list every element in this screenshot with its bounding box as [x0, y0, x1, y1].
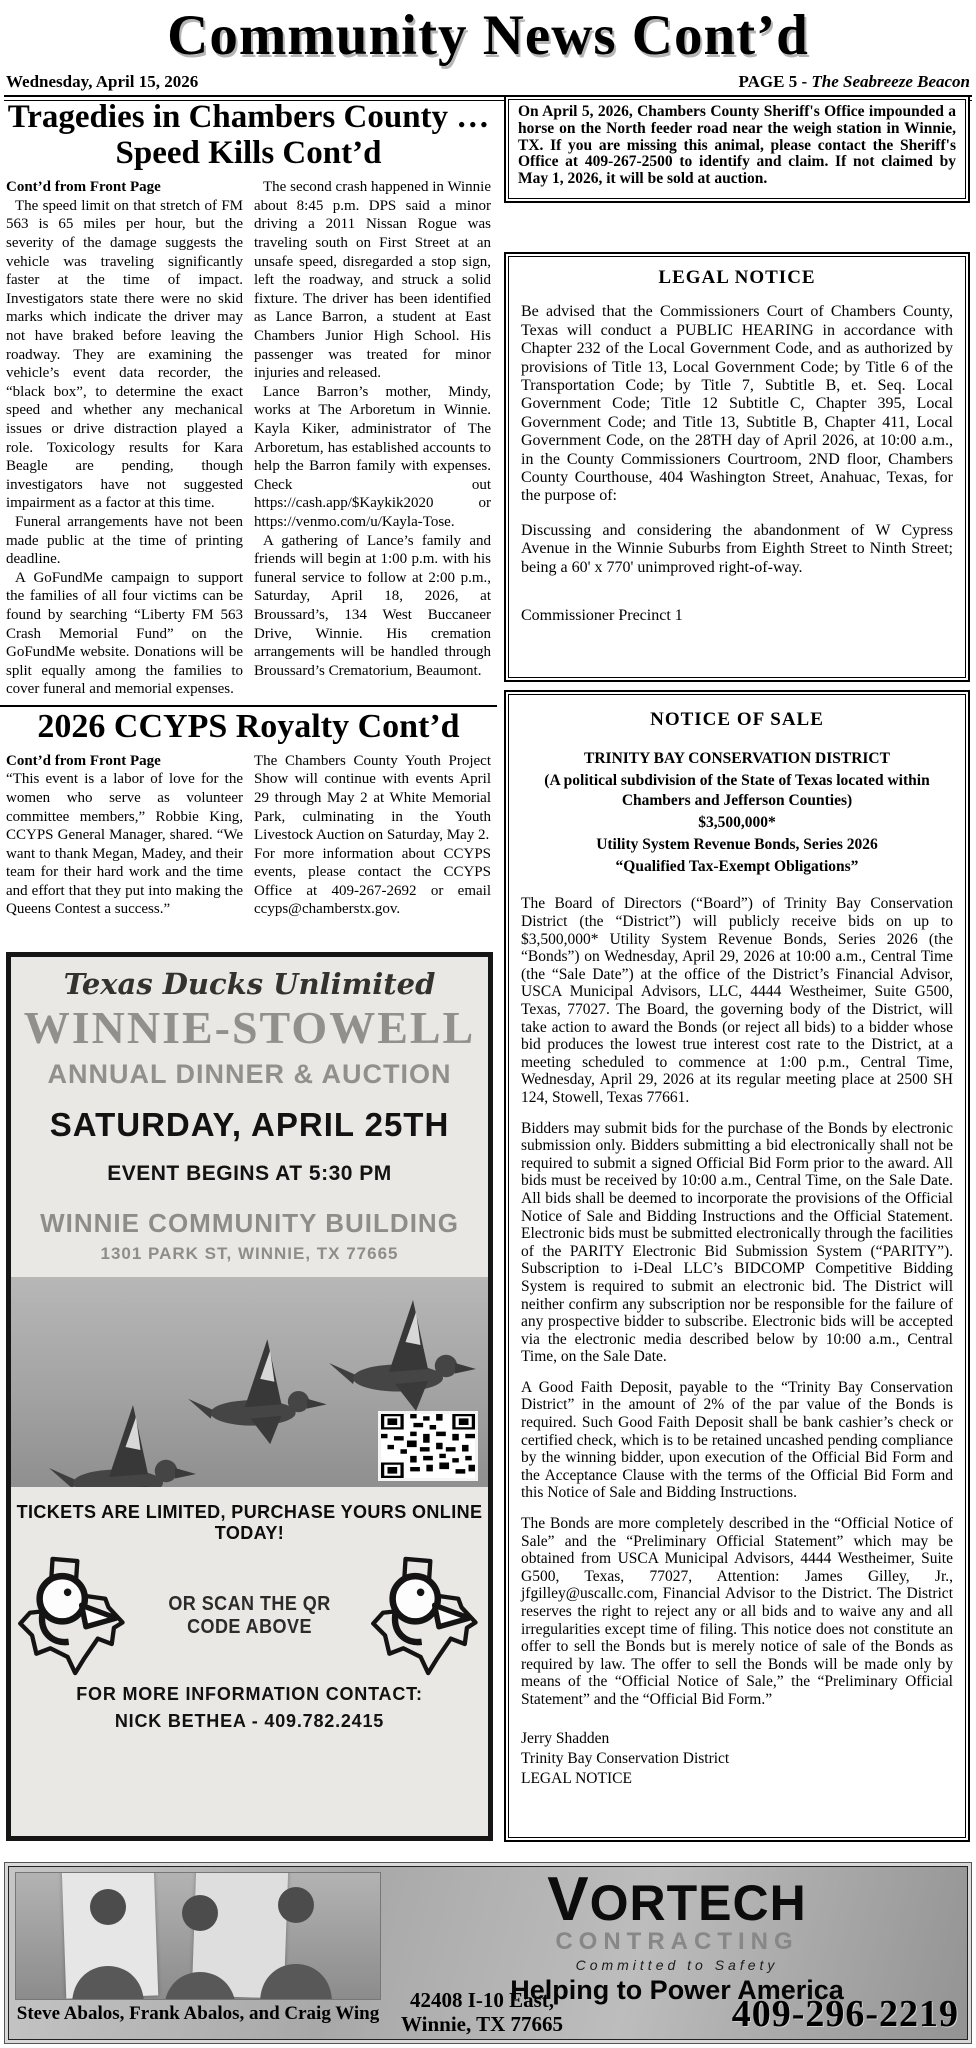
ducks-unlimited-texas-logo-icon [370, 1552, 482, 1680]
sale-subdivision: (A political subdivision of the State of Texas located within Chambers and Jefferson Counties) [544, 771, 930, 809]
paragraph: Be advised that the Commissioners Court of Chambers County, Texas will conduct a PUBLIC HEARING in accordance with Chapter 232 of the Local Government Code, and as authorized by provisions of Title 13, Local Government Code; by Title 6 of the Transportation Code; by Title 7, Subtitle B, et. Seq. Local Government Code; Title 12 Subtitle C, Chapter 395, Local Government Code; and Title 13, Subtitle B, Chapter 411, Local Government Code, on the 28TH day of April 2026, at 10:00 a.m., in the County Commissioners Courtroom, 2ND floor, Chambers County Courthouse, 404 Washington Street, Anahuac, Texas, for the purpose of: [521, 303, 953, 505]
paragraph: The speed limit on that stretch of FM 563 is 65 miles per hour, but the severity of the damage suggests the vehicle was traveling significantly faster at the time of impact. Investigators state there were no skid marks which indicate the driver may not have braked before leaving the roadway. They are examining the vehicle’s event data recorder, the “black box”, to determine the exact speed and whether any mechanical issues or drive distraction played a role. Toxicology results for Kara Beagle are pending, though investigators have not suggested impairment as a factor at this time. [6, 197, 243, 512]
legal-notice-title: LEGAL NOTICE [658, 267, 816, 288]
legal-signature: Commissioner Precinct 1 [521, 607, 683, 625]
ccyps-column-1 [6, 752, 243, 948]
sale-tax-status: “Qualified Tax-Exempt Obligations” [615, 858, 859, 876]
ad-event-date: SATURDAY, APRIL 25TH [49, 1106, 450, 1143]
ad-tickets-line: TICKETS ARE LIMITED, PURCHASE YOURS ONLINE TODAY! [16, 1502, 483, 1543]
sale-district-name: TRINITY BAY CONSERVATION DISTRICT [584, 749, 890, 767]
article-ccyps-royalty [0, 705, 497, 948]
staff-photo [15, 1872, 381, 2000]
ducks-unlimited-ad [6, 952, 493, 1841]
contd-label: Cont’d from Front Page [6, 752, 161, 769]
notice-of-sale-box [504, 690, 970, 1842]
contd-label: Cont’d from Front Page [6, 179, 161, 196]
ad-event-time: EVENT BEGINS AT 5:30 PM [107, 1162, 392, 1185]
ad-qr-note: OR SCAN THE QR CODE ABOVE [168, 1593, 331, 1638]
horse-impound-text: On April 5, 2026, Chambers County Sheriff's Office impounded a horse on the North feeder road near the weigh station in Winnie, TX. If you are missing this animal, please contact the Sheriff's Office at 409-267-2500 to identify and claim. If not claimed by May 1, 2026, it will be sold at auction. [508, 99, 966, 199]
ad-brand-script: Texas Ducks Unlimited [63, 967, 436, 1001]
sale-body [521, 895, 953, 1708]
horse-impound-notice [504, 95, 970, 203]
sale-legal-label: LEGAL NOTICE [521, 1769, 632, 1787]
article-speed-kills [0, 100, 497, 700]
paragraph: The Board of Directors (“Board”) of Trinity Bay Conservation District (the “District”) will publicly receive bids on up to $3,500,000* Utility System Revenue Bonds, Series 2026 (the “Bonds”) on Wednesday, April 29, 2026 at 10:00 a.m., Central Time (the “Sale Date”) at the office of the District’s Financial Advisor, USCA Municipal Advisors, LLC, 4444 Westheimer, Suite G500, Texas, 77027. The Board, the governing body of the District, will take action to award the Bonds (or reject all bids) to a bidder whose bid produces the lowest true interest cost rate to the District, at a meeting scheduled to commence at 1:00 p.m., Central Time, Wednesday, April 29, 2026 at its regular meeting place at 2500 SH 124, Stowell, Texas 77661. [521, 895, 953, 1106]
ad-contact-label: FOR MORE INFORMATION CONTACT: [76, 1684, 423, 1704]
vortech-ad-banner [4, 1862, 972, 2044]
ad-event-subtitle: ANNUAL DINNER & AUCTION [47, 1059, 452, 1089]
paragraph: The Chambers County Youth Project Show will continue with events April 29 through May 2 at White Memorial Park, culminating in the Youth Livestock Auction on Saturday, May 2. [254, 752, 491, 844]
article-column-1 [6, 178, 243, 700]
ad-contact-info: NICK BETHEA - 409.782.2415 [114, 1711, 385, 1731]
legal-notice-box [504, 252, 970, 682]
article-headline [0, 100, 497, 171]
paragraph: The second crash happened in Winnie about 8:45 p.m. DPS said a minor driving a 2011 Nissan Rogue was traveling south on First Street at an unsafe speed, disregarded a stop sign, left the roadway, and struck a solid fixture. The driver has been identified as Lance Barron, a student at East Chambers Junior High School. His passenger was treated for minor injuries and released. [254, 179, 491, 382]
paragraph: Discussing and considering the abandonment of W Cypress Avenue in the Winnie Suburbs from Eighth Street to Ninth Street; being a 60' x 770' unimproved right-of-way. [521, 521, 953, 576]
ad-venue-address: 1301 PARK ST, WINNIE, TX 77665 [100, 1244, 399, 1263]
address-line1: 42408 I-10 East, [409, 1987, 555, 2012]
article-columns [0, 178, 497, 700]
ccyps-column-2 [254, 752, 491, 948]
ad-event-title: WINNIE-STOWELL [23, 1002, 476, 1053]
vortech-logo-v: V [547, 1866, 590, 1934]
sale-signer-name: Jerry Shadden [521, 1729, 610, 1747]
three-men-silhouettes [16, 1877, 380, 2000]
sale-amount: $3,500,000* [698, 814, 776, 832]
paragraph: Funeral arrangements have not been made public at the time of printing deadline. [6, 513, 243, 568]
vortech-text-block [387, 1867, 967, 2039]
vortech-logo [387, 1866, 967, 1934]
issue-date: Wednesday, April 15, 2026 [6, 72, 199, 91]
address-line2: Winnie, TX 77665 [401, 2011, 564, 2036]
ad-venue: WINNIE COMMUNITY BUILDING [40, 1208, 459, 1238]
ad-logo-row [11, 1550, 488, 1682]
vortech-subbrand: CONTRACTING [555, 1927, 799, 1955]
page-publication [738, 72, 970, 92]
qr-code-icon [378, 1411, 478, 1481]
publication-name: The Seabreeze Beacon [811, 72, 970, 91]
ccyps-headline: 2026 CCYPS Royalty Cont’d [37, 708, 460, 745]
vortech-logo-text: ORTECH [589, 1875, 807, 1931]
page-number: PAGE 5 - [738, 72, 812, 91]
sale-bond-series: Utility System Revenue Bonds, Series 2026 [596, 836, 878, 854]
vortech-tagline: Committed to Safety [575, 1956, 779, 1973]
paragraph: A GoFundMe campaign to support the families of all four victims can be found by searching “Liberty FM 563 Crash Memorial Fund” on the GoFundMe website. Donations will be split equally among the families to cover funeral and memorial expenses. [6, 569, 243, 698]
headline-line2: Speed Kills Cont’d [115, 134, 382, 171]
paragraph: For more information about CCYPS events, please contact the CCYPS Office at 409-267-2692 or email ccyps@chamberstx.gov. [254, 845, 491, 918]
sale-signer-org: Trinity Bay Conservation District [521, 1749, 730, 1767]
notice-of-sale-title: NOTICE OF SALE [650, 709, 824, 730]
masthead-title: Community News Cont’d [167, 4, 809, 67]
vortech-address [401, 1988, 563, 2036]
headline-line1: Tragedies in Chambers County … [7, 99, 490, 135]
ccyps-columns [0, 752, 497, 948]
vortech-phone: 409-296-2219 [731, 1993, 959, 2035]
vortech-ad-inner [8, 1866, 968, 2040]
paragraph: The Bonds are more completely described in the “Official Notice of Sale” and the “Preliminary Official Statement” which may be obtained from USCA Municipal Advisors, 4444 Westheimer, Suite G500, Texas, 77027, Attention: James Gilley, Jr., jfgilley@uscallc.com, Financial Advisor to the District. The District reserves the right to reject any or all bids and to waive any and all irregularities except time of filing. This notice does not constitute an offer to sell the Bonds but is merely notice of sale of the Bonds as required by law. The offer to sell the Bonds will be made only by means of the “Official Notice of Sale,” the “Preliminary Official Statement” and the “Official Bid Form.” [521, 1515, 953, 1708]
vortech-bottom-row [387, 1988, 959, 2036]
paragraph: Bidders may submit bids for the purchase of the Bonds by electronic submission only. Bidders submitting a bid electronically shall not be required to submit a signed Official Bid Form prior to the award. All bids must be received by 10:00 a.m., Central Time, on the Sale Date. All bids shall be deemed to incorporate the provisions of the Official Notice of Sale and Bidding Instructions and the Official Statement. Electronic bids must be submitted electronically through the facilities of the PARITY Electronic Bid Submission System (“PARITY”). Subscription to i-Deal LLC’s BIDCOMP Competitive Bidding System is required to submit an electronic bid. The District will neither confirm any subscription nor be responsible for the failure of any prospective bidder to subscribe. Electronic bids will be accepted via the electronic media described below by 10:00 a.m., Central Time, on the Sale Date. [521, 1119, 953, 1366]
paragraph: “This event is a labor of love for the women who serve as volunteer committee members,” Robbie King, CCYPS General Manager, shared. “We want to thank Megan, Madey, and their team for their hard work and the time and effort that they put into making the Queens Contest a success.” [6, 771, 243, 918]
sale-signature-block [521, 1729, 953, 1789]
masthead-date-row [6, 72, 970, 92]
vortech-slogan: Helping to Power America [510, 1974, 844, 2005]
ducks-unlimited-texas-logo-icon [17, 1552, 129, 1680]
article-column-2 [254, 178, 491, 700]
photo-caption: Steve Abalos, Frank Abalos, and Craig Wing [16, 2003, 380, 2024]
paragraph: A Good Faith Deposit, payable to the “Trinity Bay Conservation District” in the amount of 2% of the par value of the Bonds is required. Such Good Faith Deposit shall be bank cashier’s check or certified check, which is to be retained uncashed pending compliance by the winning bidder, upon execution of the Official Bid Form and the Acceptance Clause with the terms of the Official Bid Form and this Notice of Sale and Bidding Instructions. [521, 1378, 953, 1502]
flying-ducks-photo [11, 1277, 488, 1487]
paragraph: A gathering of Lance’s family and friends will begin at 1:00 p.m. with his funeral service to follow at 2:00 p.m., Saturday, April 18, 2026, at Broussard’s, 134 West Buccaneer Drive, Winnie. His cremation arrangements will be handled through Broussard’s Crematorium, Beaumont. [254, 532, 491, 679]
vortech-photo-block [9, 1867, 387, 2039]
paragraph: Lance Barron’s mother, Mindy, works at The Arboretum in Winnie. Kayla Kiker, administrator of The Arboretum, has established accounts to help the Barron family with expenses. Check out https://cash.app/$Kaykik2020 or https://venmo.com/u/Kayla-Tose. [254, 383, 491, 530]
